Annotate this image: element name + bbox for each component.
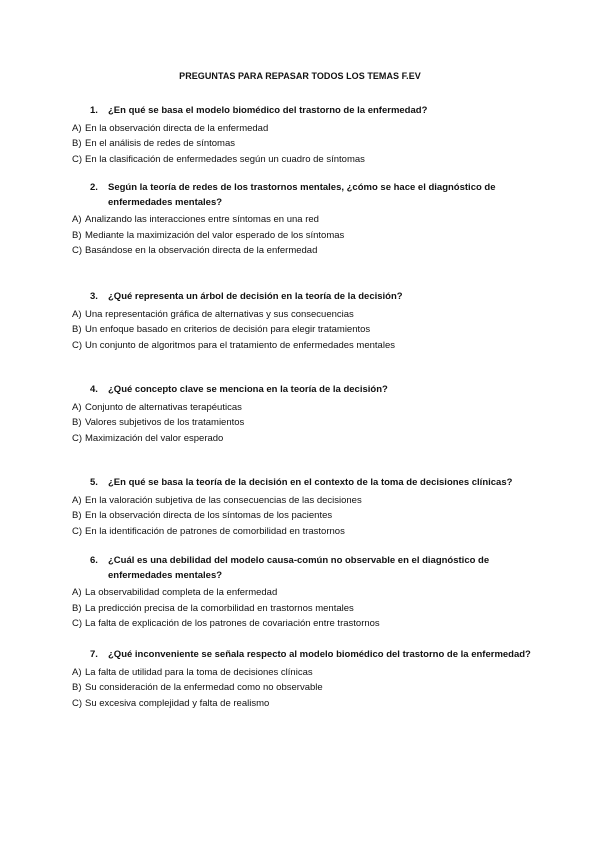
option-text: Maximización del valor esperado <box>85 432 224 444</box>
question-text: Según la teoría de redes de los trastornos mentales, ¿cómo se hace el diagnóstico de enfermedades mentales? <box>108 182 496 208</box>
option-letter: B) <box>72 510 82 521</box>
option-letter: C) <box>72 697 83 709</box>
question-6 <box>72 554 532 632</box>
option-text: Su excesiva complejidad y falta de realismo <box>85 697 270 709</box>
option-text: La observabilidad completa de la enfermedad <box>85 587 278 598</box>
answer-option-c[interactable] <box>72 243 532 259</box>
question-number: 5. <box>90 477 98 488</box>
answer-options <box>72 212 532 259</box>
answer-option-a[interactable] <box>72 585 532 601</box>
option-letter: C) <box>72 245 83 256</box>
question-number: 6. <box>90 555 98 566</box>
option-text: Basándose en la observación directa de la enfermedad <box>85 245 318 256</box>
question-number: 2. <box>90 182 98 193</box>
option-text: En la clasificación de enfermedades según un cuadro de síntomas <box>85 153 365 165</box>
question-text: ¿Qué inconveniente se señala respecto al modelo biomédico del trastorno de la enfermedad? <box>108 649 531 660</box>
option-text: Analizando las interacciones entre síntomas en una red <box>85 214 319 225</box>
option-letter: B) <box>72 417 82 428</box>
answer-option-c[interactable] <box>72 431 532 447</box>
option-letter: B) <box>72 324 82 335</box>
answer-option-b[interactable] <box>72 136 532 152</box>
question-number: 4. <box>90 384 98 395</box>
answer-options <box>72 585 532 632</box>
option-letter: A) <box>72 122 82 134</box>
answer-options <box>72 665 532 712</box>
answer-option-a[interactable] <box>72 121 532 137</box>
question-7 <box>72 648 532 711</box>
answer-option-b[interactable] <box>72 228 532 244</box>
question-5 <box>72 476 532 539</box>
question-4 <box>72 383 532 446</box>
option-text: En la observación directa de la enfermedad <box>85 122 269 134</box>
option-text: Un conjunto de algoritmos para el tratamiento de enfermedades mentales <box>85 339 395 351</box>
option-letter: C) <box>72 153 83 165</box>
option-letter: A) <box>72 587 82 598</box>
question-number: 7. <box>90 649 98 660</box>
option-text: Su consideración de la enfermedad como no observable <box>85 682 323 693</box>
answer-option-b[interactable] <box>72 322 532 338</box>
answer-options <box>72 307 532 354</box>
answer-option-b[interactable] <box>72 508 532 524</box>
answer-option-a[interactable] <box>72 400 532 416</box>
question-2 <box>72 181 532 259</box>
option-letter: A) <box>72 401 82 413</box>
option-letter: B) <box>72 682 82 693</box>
option-text: Una representación gráfica de alternativas y sus consecuencias <box>85 308 354 320</box>
option-text: En la valoración subjetiva de las consecuencias de las decisiones <box>85 494 362 506</box>
option-text: Valores subjetivos de los tratamientos <box>85 417 245 428</box>
answer-option-c[interactable] <box>72 696 532 712</box>
answer-option-c[interactable] <box>72 524 532 540</box>
option-text: La falta de explicación de los patrones de covariación entre trastornos <box>85 618 380 629</box>
answer-option-a[interactable] <box>72 493 532 509</box>
answer-options <box>72 493 532 540</box>
answer-option-b[interactable] <box>72 680 532 696</box>
option-letter: B) <box>72 138 82 149</box>
answer-option-c[interactable] <box>72 152 532 168</box>
question-text: ¿Qué concepto clave se menciona en la teoría de la decisión? <box>108 384 388 395</box>
document-title: PREGUNTAS PARA REPASAR TODOS LOS TEMAS F.EV <box>179 71 421 81</box>
option-letter: C) <box>72 618 83 629</box>
question-1 <box>72 104 532 167</box>
option-letter: A) <box>72 308 82 320</box>
option-letter: B) <box>72 602 82 614</box>
option-text: En la observación directa de los síntomas de los pacientes <box>85 510 333 521</box>
question-number: 1. <box>90 105 98 116</box>
option-text: En la identificación de patrones de comorbilidad en trastornos <box>85 525 345 537</box>
option-letter: C) <box>72 525 83 537</box>
answer-option-b[interactable] <box>72 415 532 431</box>
answer-option-b[interactable] <box>72 601 532 617</box>
question-text: ¿En qué se basa el modelo biomédico del trastorno de la enfermedad? <box>108 105 428 116</box>
option-letter: A) <box>72 494 82 506</box>
option-letter: A) <box>72 214 82 225</box>
option-text: La predicción precisa de la comorbilidad en trastornos mentales <box>85 602 354 614</box>
option-letter: A) <box>72 666 82 678</box>
answer-options <box>72 121 532 168</box>
option-letter: C) <box>72 432 83 444</box>
question-text: ¿Qué representa un árbol de decisión en la teoría de la decisión? <box>108 291 403 302</box>
option-text: Conjunto de alternativas terapéuticas <box>85 401 242 413</box>
option-letter: B) <box>72 229 82 241</box>
answer-option-a[interactable] <box>72 307 532 323</box>
question-number: 3. <box>90 291 98 302</box>
option-letter: C) <box>72 339 83 351</box>
option-text: Un enfoque basado en criterios de decisión para elegir tratamientos <box>85 324 371 335</box>
question-3 <box>72 290 532 353</box>
answer-option-a[interactable] <box>72 665 532 681</box>
option-text: Mediante la maximización del valor esperado de los síntomas <box>85 229 345 241</box>
question-text: ¿En qué se basa la teoría de la decisión en el contexto de la toma de decisiones clínicas? <box>108 477 513 488</box>
question-text: ¿Cuál es una debilidad del modelo causa-común no observable en el diagnóstico de enfermedades mentales? <box>108 555 490 581</box>
option-text: En el análisis de redes de síntomas <box>85 138 235 149</box>
answer-option-a[interactable] <box>72 212 532 228</box>
answer-options <box>72 400 532 447</box>
option-text: La falta de utilidad para la toma de decisiones clínicas <box>85 666 313 678</box>
answer-option-c[interactable] <box>72 616 532 632</box>
answer-option-c[interactable] <box>72 338 532 354</box>
